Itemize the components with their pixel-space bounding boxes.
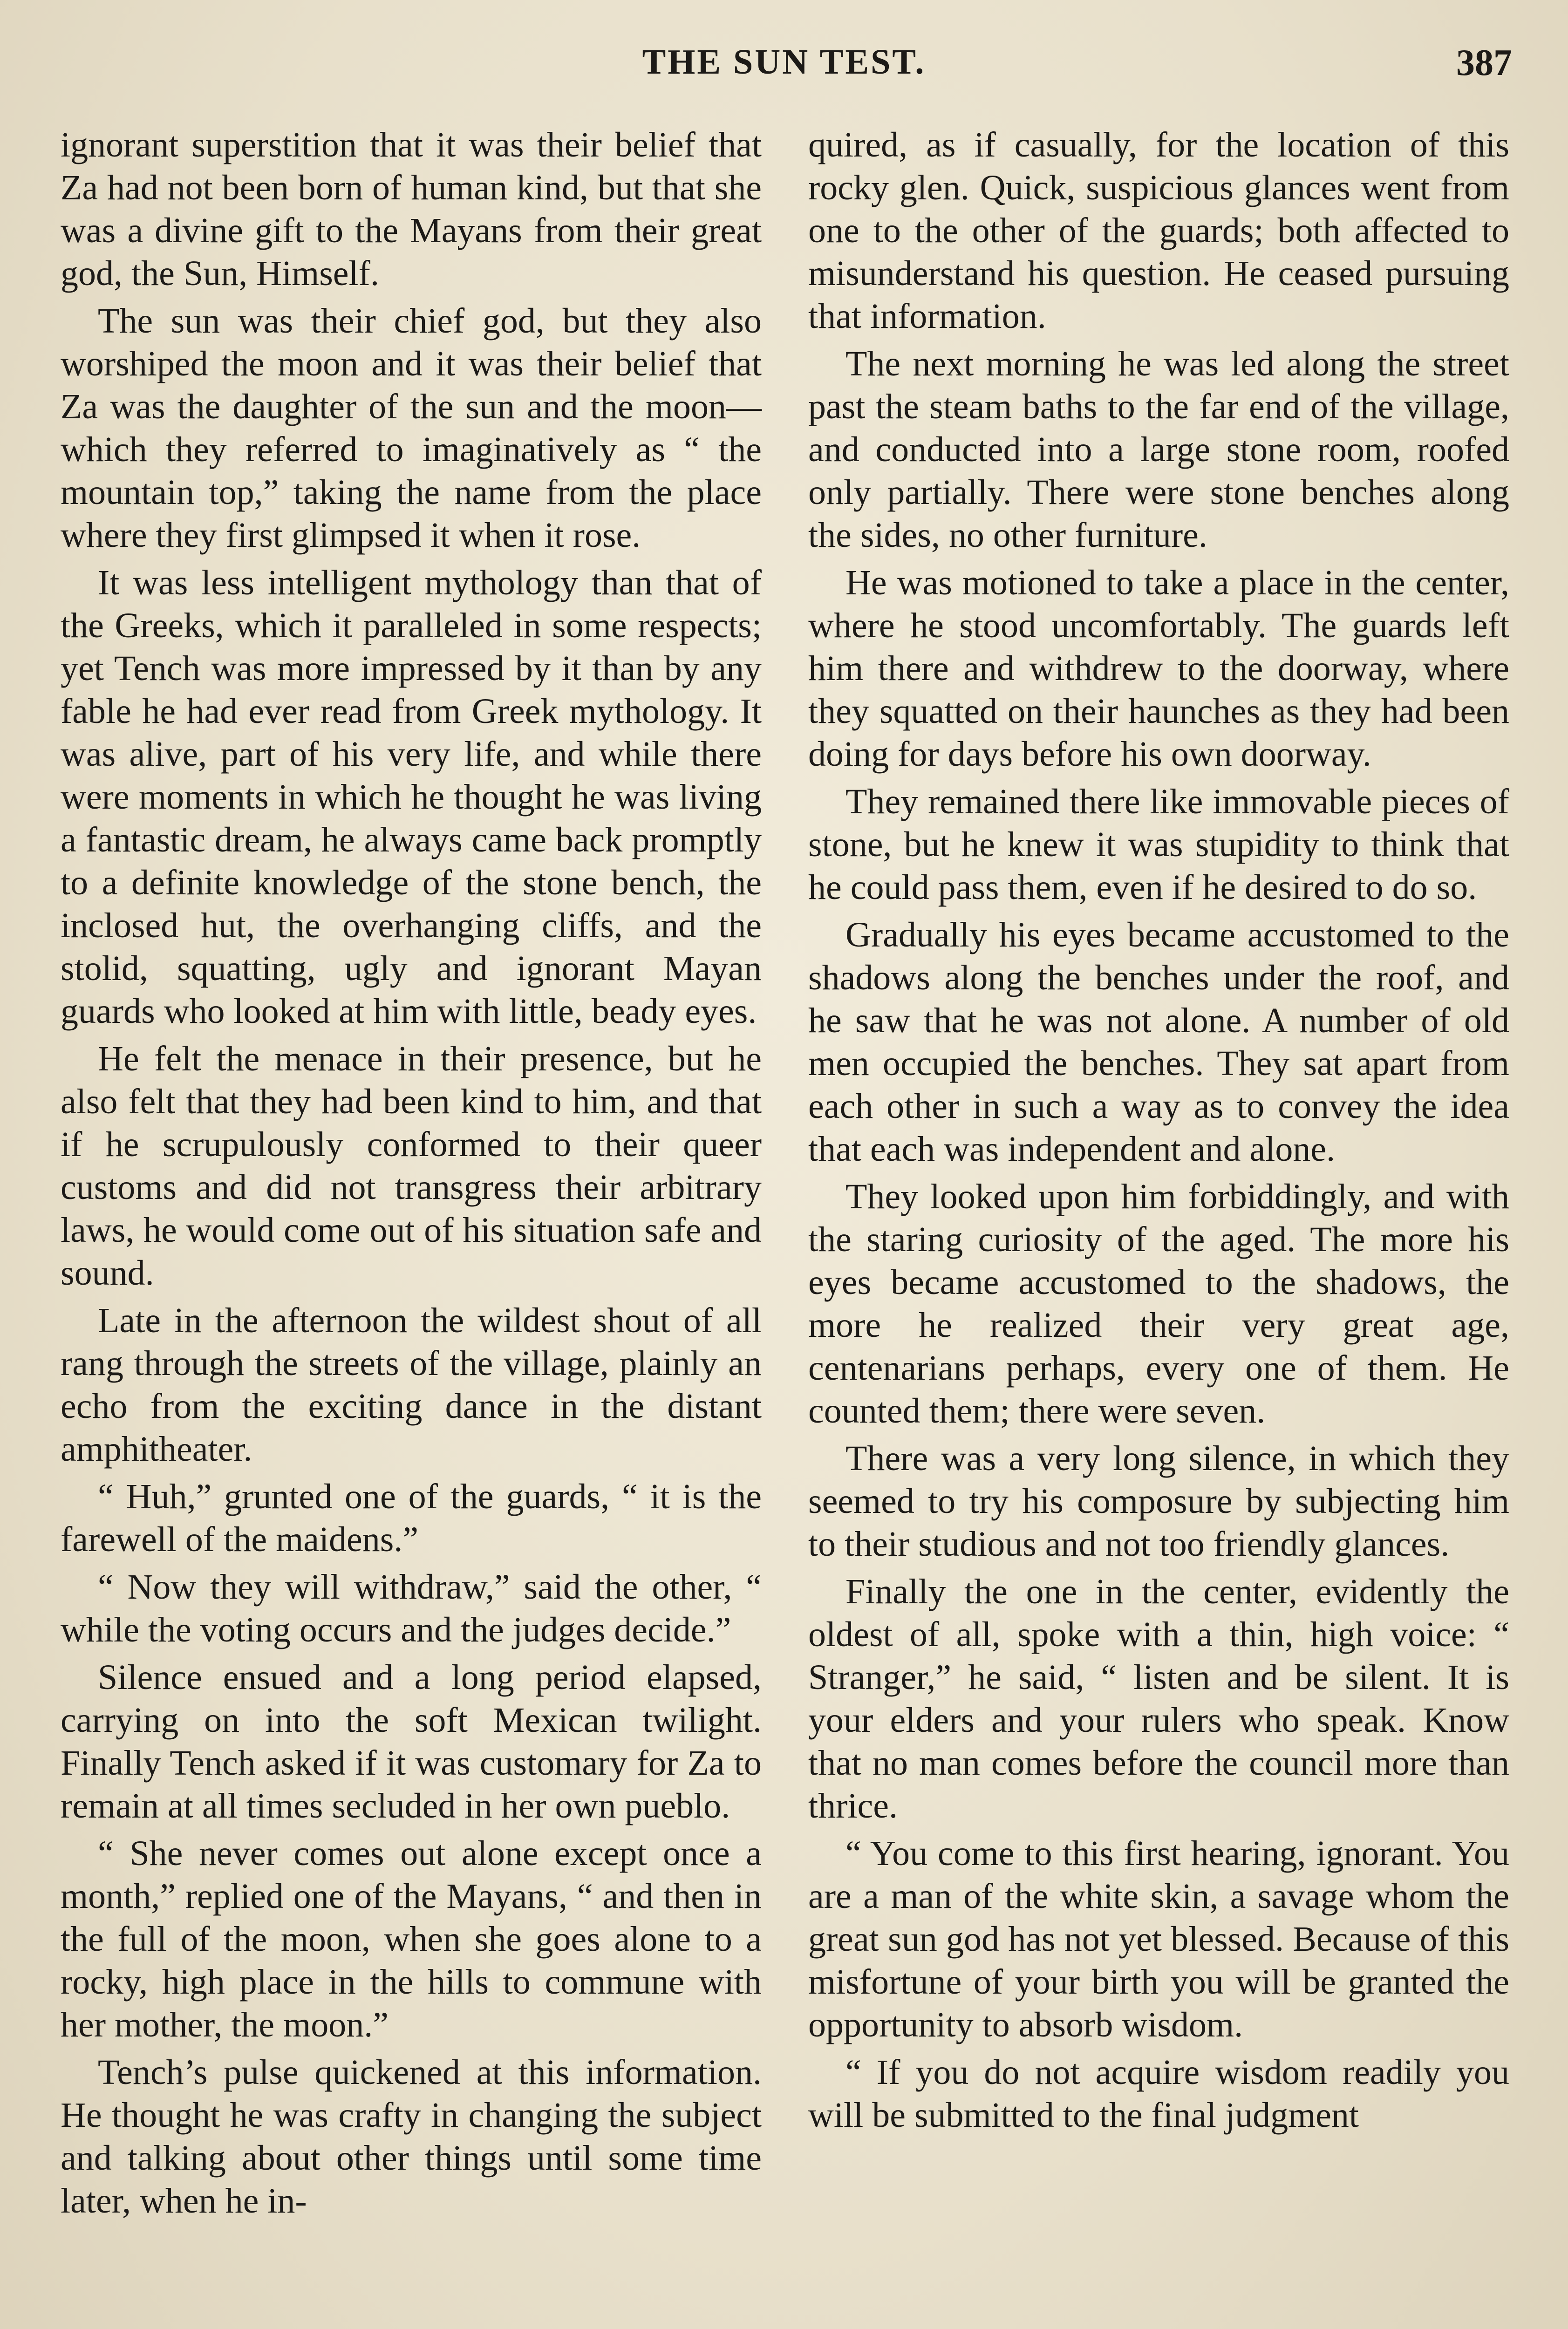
paragraph: Late in the afternoon the wildest shout of all rang through the streets of the village, plainly an echo from the exciting dance in the distant amphitheater. — [61, 1301, 762, 1469]
text-columns — [61, 123, 1509, 2329]
page-header — [56, 42, 1512, 102]
paragraph: The sun was their chief god, but they also worshiped the moon and it was their belief that Za was the daughter of the sun and the moon—which they referred to imaginatively as “ the mountain top,” taking the name from the place where they first glimpsed it when it rose. — [61, 301, 762, 555]
paragraph: Gradually his eyes became accustomed to the shadows along the benches under the roof, and he saw that he was not alone. A number of old men occupied the benches. They sat apart from each other in such a way as to convey the idea that each was independent and alone. — [808, 915, 1509, 1169]
paragraph: ignorant superstition that it was their belief that Za had not been born of human kind, but that she was a divine gift to the Mayans from their great god, the Sun, Himself. — [61, 125, 762, 293]
paragraph: “ Huh,” grunted one of the guards, “ it is the farewell of the maidens.” — [61, 1477, 762, 1559]
paragraph: “ If you do not acquire wisdom readily you will be submitted to the final judgment — [808, 2053, 1509, 2135]
paragraph: Finally the one in the center, evidently the oldest of all, spoke with a thin, high voice: “ Stranger,” he said, “ listen and be silent. It is your elders and your rulers who speak. Know that no man comes before the council more than thrice. — [808, 1572, 1509, 1825]
paragraph: He was motioned to take a place in the center, where he stood uncomfortably. The guards left him there and withdrew to the doorway, where they squatted on their haunches as they had been doing for days before his own doorway. — [808, 563, 1509, 774]
paragraph: “ You come to this first hearing, ignorant. You are a man of the white skin, a savage whom the great sun god has not yet blessed. Because of this misfortune of your birth you will be granted the opportunity to absorb wisdom. — [808, 1834, 1509, 2044]
paragraph: He felt the menace in their presence, but he also felt that they had been kind to him, and that if he scrupulously conformed to their queer customs and did not transgress their arbitrary laws, he would come out of his situation safe and sound. — [61, 1039, 762, 1293]
paragraph: The next morning he was led along the street past the steam baths to the far end of the village, and conducted into a large stone room, roofed only partially. There were stone benches along the sides, no other furniture. — [808, 344, 1509, 555]
paragraph: “ Now they will withdraw,” said the other, “ while the voting occurs and the judges decide.” — [61, 1567, 762, 1649]
running-title: THE SUN TEST. — [642, 42, 926, 82]
paragraph: Silence ensued and a long period elapsed, carrying on into the soft Mexican twilight. Finally Tench asked if it was customary for Za to remain at all times secluded in her own pueblo. — [61, 1658, 762, 1825]
paragraph: quired, as if casually, for the location of this rocky glen. Quick, suspicious glances went from one to the other of the guards; both affected to misunderstand his question. He ceased pursuing that information. — [808, 125, 1509, 336]
paragraph: “ She never comes out alone except once a month,” replied one of the Mayans, “ and then in the full of the moon, when she goes alone to a rocky, high place in the hills to commune with her mother, the moon.” — [61, 1834, 762, 2044]
paragraph: There was a very long silence, in which they seemed to try his composure by subjecting him to their studious and not too friendly glances. — [808, 1439, 1509, 1564]
right-column — [808, 123, 1509, 2329]
paragraph: They remained there like immovable pieces of stone, but he knew it was stupidity to think that he could pass them, even if he desired to do so. — [808, 782, 1509, 907]
left-column — [61, 123, 762, 2329]
paragraph: It was less intelligent mythology than that of the Greeks, which it paralleled in some respects; yet Tench was more impressed by it than by any fable he had ever read from Greek mythology. It was alive, part of his very life, and while there were moments in which he thought he was living a fantastic dream, he always came back promptly to a definite knowledge of the stone bench, the inclosed hut, the overhanging cliffs, and the stolid, squatting, ugly and ignorant Mayan guards who looked at him with little, beady eyes. — [61, 563, 762, 1031]
paragraph: Tench’s pulse quickened at this information. He thought he was crafty in changing the subject and talking about other things until some time later, when he in- — [61, 2053, 762, 2220]
page-number: 387 — [1456, 42, 1512, 83]
paragraph: They looked upon him forbiddingly, and with the staring curiosity of the aged. The more his eyes became accustomed to the shadows, the more he realized their very great age, centenarians perhaps, every one of them. He counted them; there were seven. — [808, 1177, 1509, 1430]
